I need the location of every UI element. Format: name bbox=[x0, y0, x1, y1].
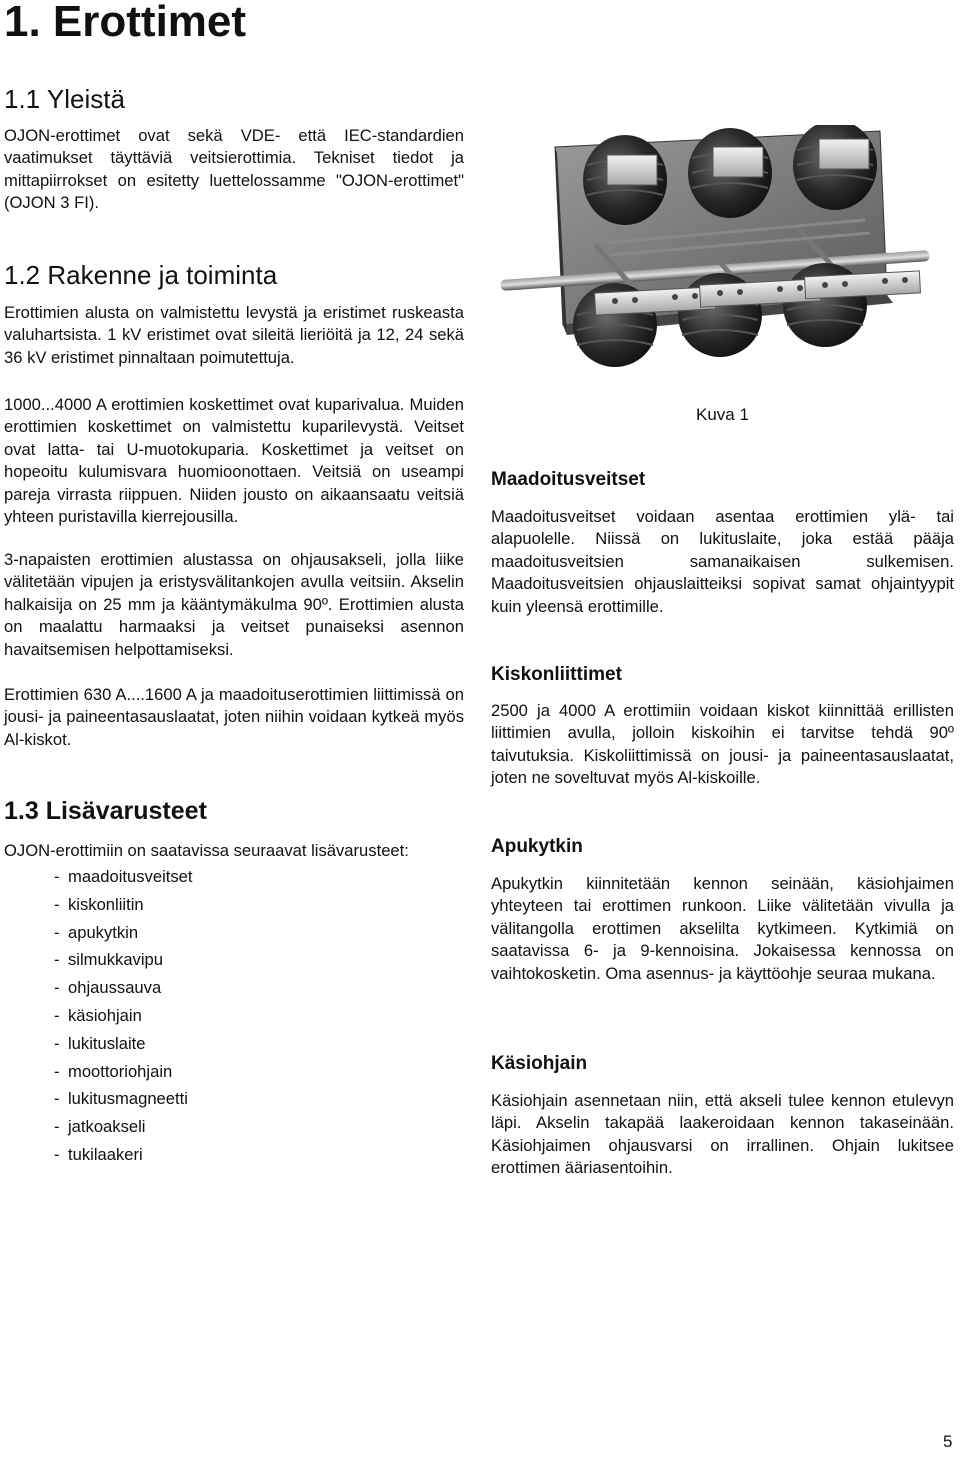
paragraph-rakenne-3: 3-napaisten erottimien alustassa on ohjausakseli, jolla liike välitetään vipujen ja eristysvälitankojen avulla veitsiin. Akselin halkaisija on 25 mm ja kääntymäkulma 90º. Erottimien alusta on maalattu harmaaksi ja veitset punaiseksi asennon havaitsemisen helpottamiseksi. bbox=[4, 550, 464, 659]
section-heading-lisavarusteet: 1.3 Lisävarusteet bbox=[4, 797, 207, 825]
disconnector-illustration bbox=[495, 125, 945, 395]
list-item: - lukituslaite bbox=[54, 1033, 146, 1053]
section-heading-rakenne: 1.2 Rakenne ja toiminta bbox=[4, 260, 278, 290]
heading-kasiohjain: Käsiohjain bbox=[491, 1053, 588, 1074]
paragraph-apukytkin: Apukytkin kiinnitetään kennon seinään, käsiohjaimen yhteyteen tai erottimen runkoon. Liike välitetään vivulla ja välitangolla erottimen akselilta kytkimeen. Kytkimiä on saatavissa 6- ja 9-kennoisina. Jokaisessa kennossa on vaihtokosketin. Oma asennus- ja käyttöohje seuraa mukana. bbox=[491, 874, 954, 983]
paragraph-rakenne-2: 1000...4000 A erottimien koskettimet ovat kuparivalua. Muiden erottimien koskettimet on valmistettu kuparilevystä. Veitset ovat latta- tai U-muotokuparia. Koskettimet ja veitset on hopeoitu kulumisvara huomioonottaen. Veitsiä on useampi pareja virrasta riippuen. Niiden jousto on aikaansaatu veitsiä yhteen puristavilla kierrejousilla. bbox=[4, 395, 464, 527]
list-item: - lukitusmagneetti bbox=[54, 1089, 188, 1109]
list-item: - moottoriohjain bbox=[54, 1061, 173, 1081]
list-item: - kiskonliitin bbox=[54, 894, 144, 914]
paragraph-kiskonliittimet: 2500 ja 4000 A erottimiin voidaan kiskot kiinnittää erillisten liittimien avulla, jolloin kiskoihin ei tarvitse tehdä 90º taivutuksia. Kiskoliittimissä on jousi- ja paineentasauslaatat, joten ne soveltuvat myös Al-kiskoille. bbox=[491, 701, 954, 788]
section-heading-yleista: 1.1 Yleistä bbox=[4, 84, 125, 114]
list-item: - apukytkin bbox=[54, 922, 139, 942]
list-item: - jatkoakseli bbox=[54, 1117, 146, 1137]
list-item: - tukilaakeri bbox=[54, 1144, 143, 1164]
page-title: 1. Erottimet bbox=[4, 0, 247, 46]
list-item: - maadoitusveitset bbox=[54, 867, 193, 886]
paragraph-maadoitusveitset: Maadoitusveitset voidaan asentaa erottimien ylä- tai alapuolelle. Niissä on lukituslaite, joka estää pääja maadoitusveitsien samanaikaisen sulkemisen. Maadoitusveitsien ohjauslaitteiksi sopivat samat ohjaintyypit kuin yleensä erottimille. bbox=[491, 507, 954, 616]
list-item: - ohjaussauva bbox=[54, 978, 162, 998]
list-item: - silmukkavipu bbox=[54, 950, 163, 970]
heading-kiskonliittimet: Kiskonliittimet bbox=[491, 664, 622, 685]
paragraph-rakenne-4: Erottimien 630 A....1600 A ja maadoituserottimien liittimissä on jousi- ja paineentasauslaatat, joten niihin voidaan kytkeä myös Al-kiskot. bbox=[4, 685, 464, 749]
heading-apukytkin: Apukytkin bbox=[491, 836, 583, 857]
disconnector-photo bbox=[495, 125, 945, 395]
paragraph-kasiohjain: Käsiohjain asennetaan niin, että akseli tulee kennon etulevyn läpi. Akselin takapää laakeroidaan kennon takaseinään. Käsiohjaimen ohjausvarsi on irrallinen. Ohjain lukitsee erottimen ääriasentoihin. bbox=[491, 1091, 954, 1178]
paragraph-rakenne-1: Erottimien alusta on valmistettu levystä ja eristimet ruskeasta valuhartsista. 1 kV eristimet ovat sileitä lieriöitä ja 12, 24 sekä 36 kV eristimet pinnaltaan poimutettuja. bbox=[4, 303, 464, 367]
accessory-list bbox=[54, 863, 193, 1169]
paragraph-yleista: OJON-erottimet ovat sekä VDE- että IEC-standardien vaatimukset täyttäviä veitsierottimia. Tekniset tiedot ja mittapiirrokset on esitetty luettelossamme "OJON-erottimet" (OJON 3 FI). bbox=[4, 126, 464, 213]
figure-caption: Kuva 1 bbox=[696, 405, 749, 424]
list-item: - käsiohjain bbox=[54, 1005, 142, 1025]
page-number: 5 bbox=[943, 1432, 953, 1451]
heading-maadoitusveitset: Maadoitusveitset bbox=[491, 469, 646, 490]
lisavarusteet-intro: OJON-erottimiin on saatavissa seuraavat lisävarusteet: bbox=[4, 841, 409, 860]
